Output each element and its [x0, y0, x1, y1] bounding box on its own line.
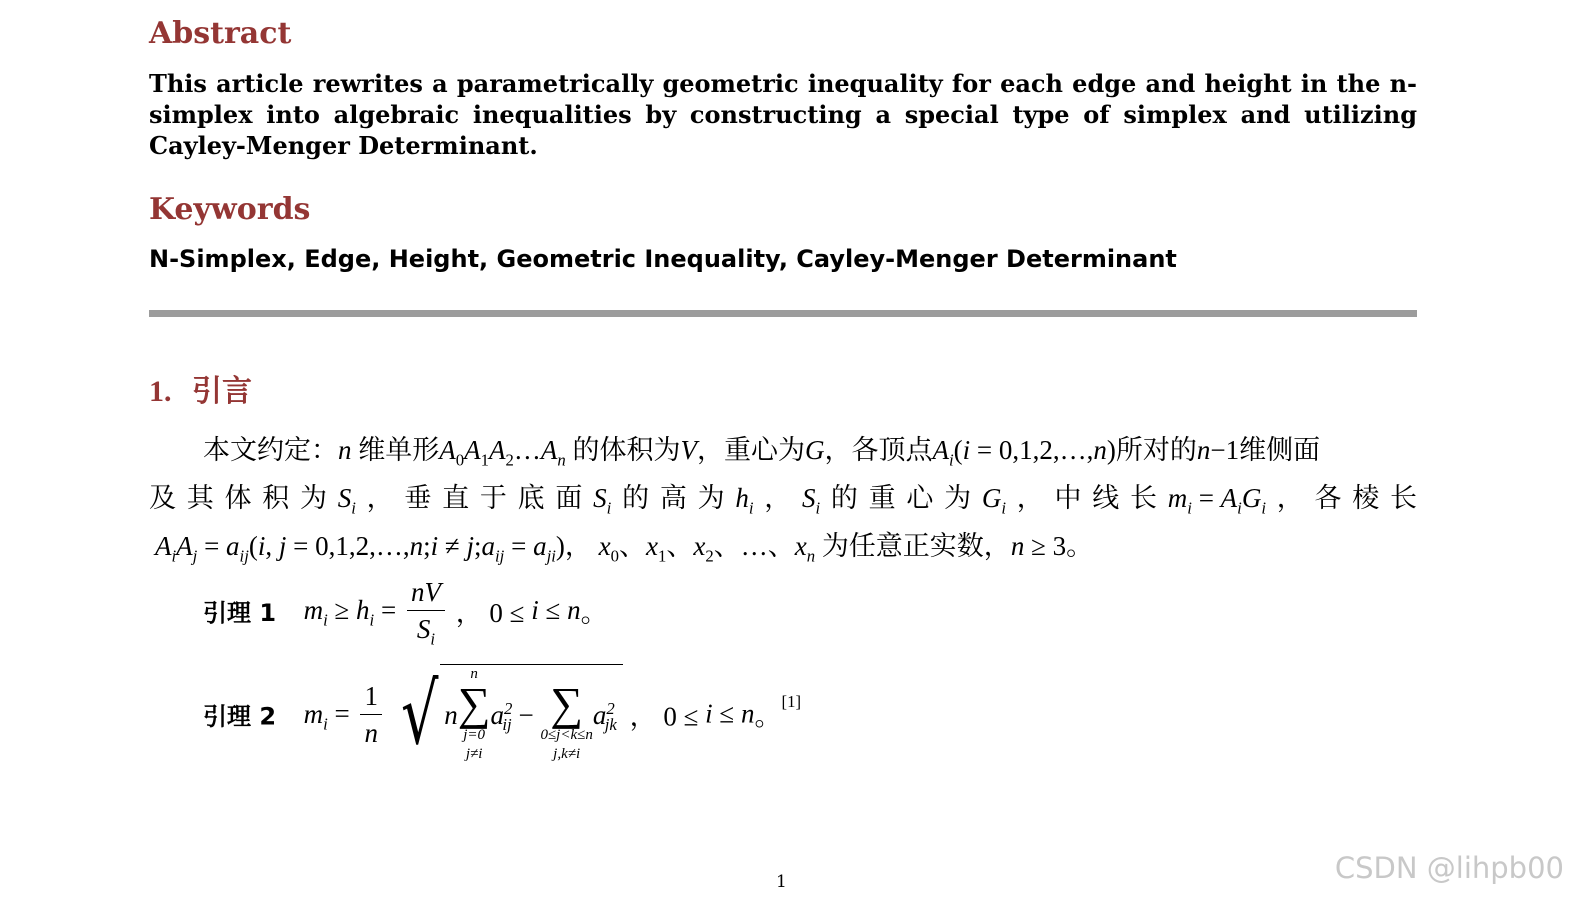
text-fragment: ，	[1276, 483, 1304, 513]
lemma-1-label: 引理 1	[203, 599, 277, 627]
text-fragment: 面	[555, 483, 583, 513]
keywords-text: N-Simplex, Edge, Height, Geometric Inequality, Cayley-Menger Determinant	[149, 245, 1177, 273]
section-number: 1.	[149, 375, 172, 408]
text-fragment: 、	[713, 531, 741, 561]
lemma-1-fraction: $\frac{nV}{S_i}$	[407, 574, 445, 647]
page-number: 1	[776, 872, 787, 892]
text-fragment: 线	[1092, 483, 1120, 513]
text-fragment: 。	[754, 701, 782, 732]
lemma-2-sqrt: √ n n ∑ j=0 j≠i $a^2_{ij}$ − ∑ 0≤j<k≤n j,k≠i $a^2_{jk}$	[393, 664, 623, 764]
paragraph-line-2: 及 其 体 积 为 $S_i$ ， 垂 直 于 底 面 $S_i$ 的 高 为 $h_i$ ， $S_i$ 的 重 心 为 $G_i$ ， 中 线 长 $m_i = A_iG_i$ ， 各 棱 长	[149, 478, 1417, 518]
text-fragment: 及	[149, 483, 176, 513]
section-heading	[149, 374, 252, 410]
lemma-1: 引理 1 $m_i \ge h_i$ = $\frac{nV}{S_i}$ ， 0 ≤ i ≤ n。	[203, 574, 608, 647]
paragraph-line-1: 本文约定：n 维单形$A_0A_1A_2\dots A_n$ 的体积为V，重心为G，各顶点$A_i(i$ = 0,1,2,…,n)所对的n−1维侧面	[203, 435, 1321, 470]
text-fragment: 体	[224, 483, 252, 513]
text-fragment: 垂	[404, 483, 432, 513]
watermark: CSDN @lihpb00	[1334, 851, 1564, 885]
lemma-2-label: 引理 2	[203, 702, 277, 731]
text-fragment: 的	[622, 483, 650, 513]
text-fragment: 、	[767, 531, 795, 561]
convention-label: 本文约定：	[203, 435, 338, 465]
text-fragment: 积	[262, 483, 290, 513]
text-fragment: 直	[442, 483, 470, 513]
text-fragment: 的	[830, 483, 858, 513]
text-fragment: 为任意正实数，	[821, 531, 1011, 561]
abstract-text: This article rewrites a parametrically geometric inequality for each edge and height in the n-simplex into algebraic inequalities by constructing a special type of simplex and utilizing Cayley-Menger Determinant.	[149, 69, 1417, 160]
abstract-heading: Abstract	[149, 16, 292, 51]
text-fragment: ，	[764, 483, 792, 513]
text-fragment: 心	[906, 483, 934, 513]
text-fragment: 。	[1066, 531, 1094, 561]
paragraph-line-3: $A_iA_j = a_{ij}(i$, j = 0,1,2,…,n;i ≠ $j;a_{ij} = a_{ji}$)， $x_0$、$x_1$、$x_2$、…、$x_n$ 为任意正实数，n ≥ 3。	[155, 531, 1094, 566]
text-fragment: 其	[186, 483, 214, 513]
text-fragment: ，	[366, 483, 394, 513]
lemma-2-fraction: $\frac{1}{n}$	[360, 678, 382, 751]
text-fragment: 的体积为	[572, 435, 681, 465]
text-fragment: ，各顶点	[824, 435, 933, 465]
keywords-heading: Keywords	[149, 192, 311, 227]
text-fragment: 中	[1054, 483, 1082, 513]
text-fragment: 为	[944, 483, 972, 513]
text-fragment: 高	[659, 483, 687, 513]
text-fragment: 、	[666, 531, 694, 561]
text-fragment: 重	[868, 483, 896, 513]
text-fragment: 底	[517, 483, 545, 513]
text-fragment: 、	[618, 531, 646, 561]
text-fragment: 维侧面	[1239, 435, 1321, 465]
text-fragment: 所对的	[1115, 435, 1197, 465]
text-fragment: 于	[479, 483, 507, 513]
text-fragment: 棱	[1352, 483, 1380, 513]
text-fragment: 长	[1130, 483, 1158, 513]
text-fragment: 为	[300, 483, 327, 513]
text-fragment: 长	[1389, 483, 1417, 513]
lemma-2: 引理 2 $m_i$ = $\frac{1}{n}$ √ n n ∑ j=0 j≠i $a^2_{ij}$ − ∑ 0≤j<k≤n j,k≠i $a^2_{jk}$ ， 0 ≤ i ≤ n。[1]	[203, 665, 802, 763]
text-fragment: ，重心为	[697, 435, 805, 465]
text-fragment: 各	[1314, 483, 1342, 513]
text-fragment: 。	[580, 598, 608, 628]
text-fragment: 为	[697, 483, 725, 513]
text-fragment: 维单形	[358, 435, 440, 465]
section-divider	[149, 310, 1417, 317]
text-fragment: ，	[1016, 483, 1044, 513]
section-title: 引言	[191, 374, 252, 409]
citation-1[interactable]: [1]	[781, 692, 802, 711]
